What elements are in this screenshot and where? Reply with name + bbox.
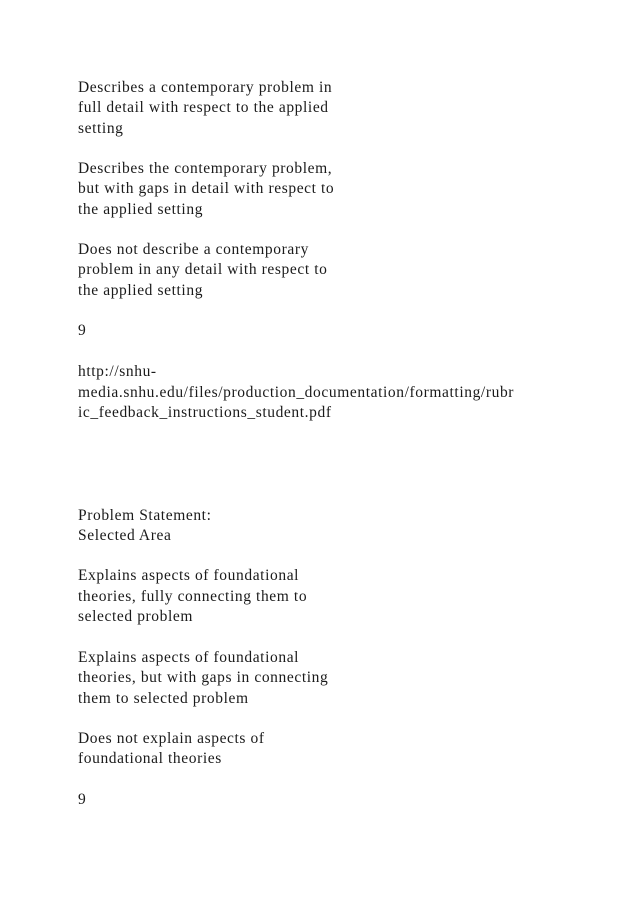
criterion-not-evident-line: the applied setting: [78, 282, 204, 299]
criterion-not-evident-line: Does not describe a contemporary: [78, 241, 309, 258]
criterion-not-evident-line: problem in any detail with respect to: [78, 261, 328, 278]
url-link-line[interactable]: ic_feedback_instructions_student.pdf: [78, 404, 332, 421]
criterion-exemplary-line: Describes a contemporary problem in: [78, 79, 333, 96]
criterion-proficient-line: but with gaps in detail with respect to: [78, 180, 335, 197]
criterion-exemplary-line: Explains aspects of foundational: [78, 567, 300, 584]
url-link-line[interactable]: http://snhu-: [78, 363, 157, 380]
score-value: 9: [78, 322, 87, 339]
criterion-not-evident-line: Does not explain aspects of: [78, 730, 265, 747]
section-heading-line: Selected Area: [78, 527, 172, 544]
criterion-proficient-line: Explains aspects of foundational: [78, 649, 300, 666]
criterion-proficient-line: them to selected problem: [78, 690, 249, 707]
criterion-proficient-line: the applied setting: [78, 201, 204, 218]
url-link-line[interactable]: media.snhu.edu/files/production_documentation/formatting/rubr: [78, 384, 515, 401]
criterion-exemplary-line: setting: [78, 120, 124, 137]
criterion-proficient-line: Describes the contemporary problem,: [78, 160, 333, 177]
section-heading-line: Problem Statement:: [78, 507, 212, 524]
score-value: 9: [78, 791, 87, 808]
criterion-exemplary-line: theories, fully connecting them to: [78, 588, 308, 605]
criterion-exemplary-line: full detail with respect to the applied: [78, 99, 329, 116]
criterion-exemplary-line: selected problem: [78, 608, 194, 625]
criterion-proficient-line: theories, but with gaps in connecting: [78, 669, 329, 686]
criterion-not-evident-line: foundational theories: [78, 750, 222, 767]
